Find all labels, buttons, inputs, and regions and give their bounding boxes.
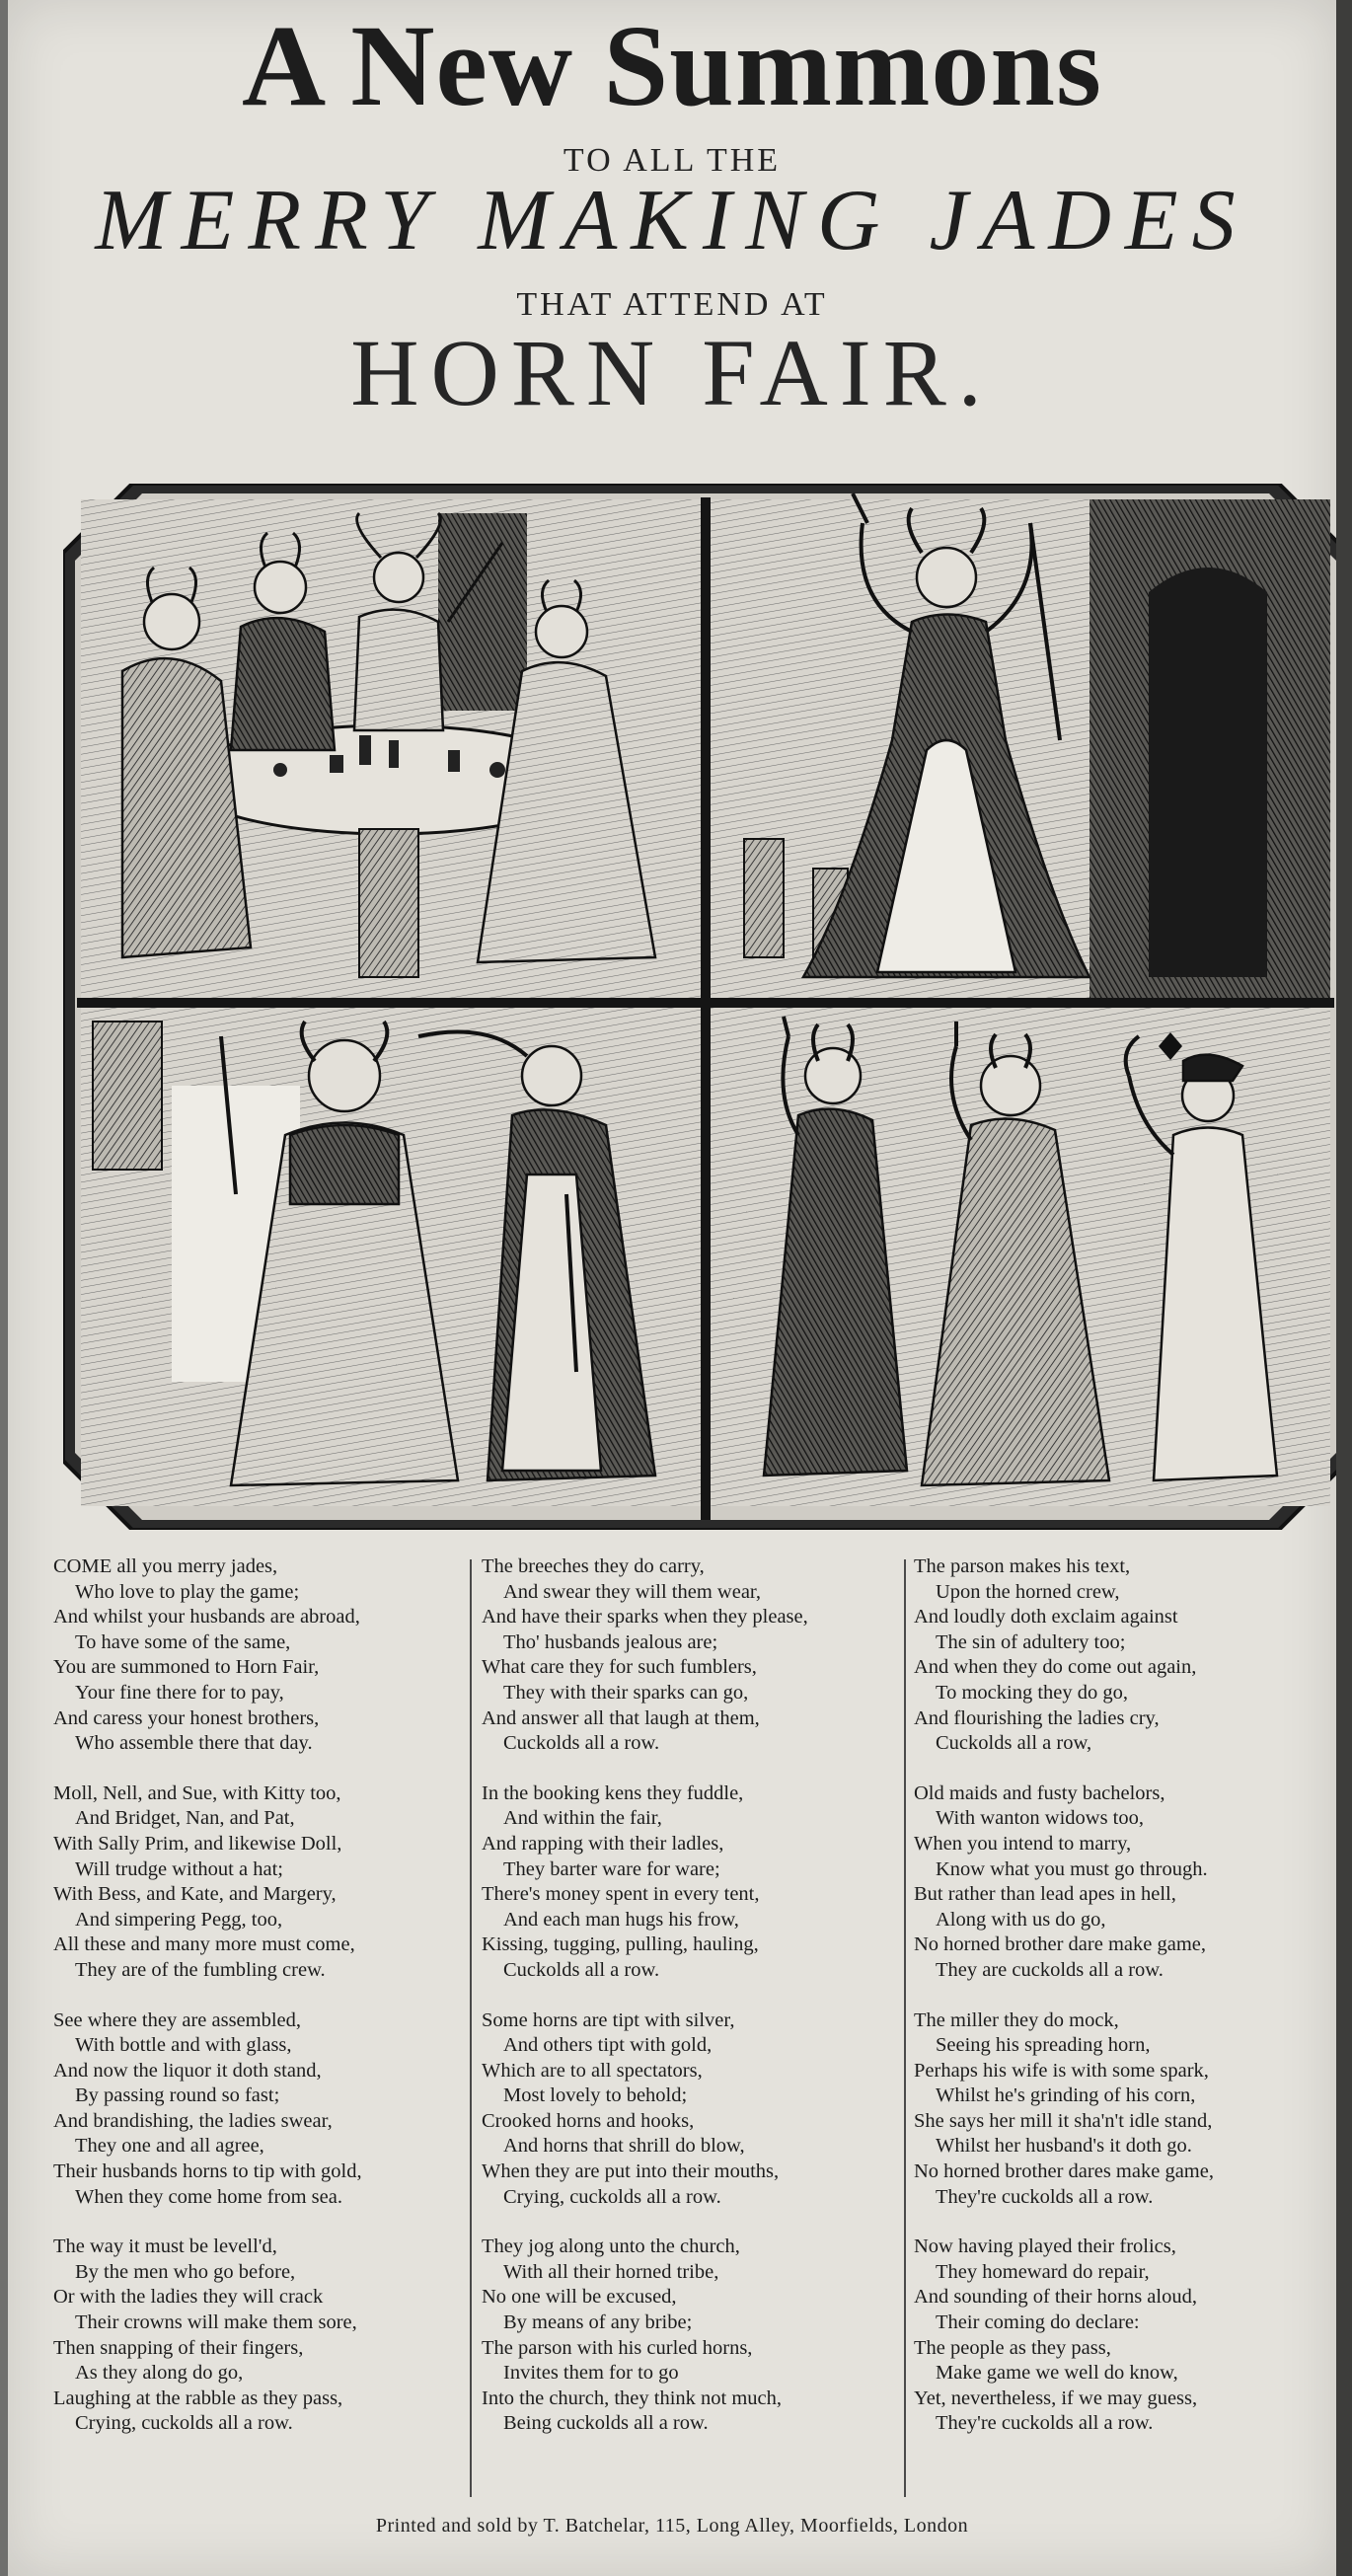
verse-line: The parson makes his text,: [914, 1555, 1131, 1577]
verse-line: Upon the horned crew,: [936, 1580, 1120, 1603]
verse-line: All these and many more must come,: [53, 1933, 355, 1956]
verse-line: To mocking they do go,: [936, 1681, 1129, 1704]
verse-line: Old maids and fusty bachelors,: [914, 1781, 1165, 1804]
panel-tavern-table: [81, 499, 701, 998]
verse-line: With bottle and with glass,: [75, 2034, 292, 2057]
column-rule-1: [470, 1559, 472, 2497]
verse-line: And simpering Pegg, too,: [75, 1908, 283, 1931]
verse-line: No horned brother dares make game,: [914, 2160, 1214, 2183]
verse-line: They jog along unto the church,: [482, 2235, 740, 2258]
verse-line: And loudly doth exclaim against: [914, 1606, 1178, 1629]
verse-line: Whilst her husband's it doth go.: [936, 2135, 1192, 2158]
stanza: [53, 2008, 458, 2211]
verse-line: Then snapping of their fingers,: [53, 2336, 304, 2359]
stanza: [482, 2008, 886, 2211]
title-horn-fair: HORN FAIR.: [350, 320, 994, 425]
panel-three-women: [711, 1008, 1330, 1506]
title-to-all-the: TO ALL THE: [563, 142, 782, 179]
verse-line: Most lovely to behold;: [503, 2084, 688, 2107]
verse-line: And each man hugs his frow,: [503, 1908, 739, 1931]
stanza: [53, 2235, 458, 2437]
verse-line: See where they are assembled,: [53, 2008, 302, 2031]
verse-line: They're cuckolds all a row.: [936, 2412, 1154, 2435]
scan-edge: [1336, 0, 1352, 2576]
verse-line: To have some of the same,: [75, 1630, 291, 1653]
verse-line: The sin of adultery too;: [936, 1630, 1126, 1653]
verse-line: And others tipt with gold,: [503, 2034, 713, 2057]
stanza: [914, 1554, 1318, 1757]
verse-line: They homeward do repair,: [936, 2260, 1150, 2283]
verse-line: As they along do go,: [75, 2362, 244, 2385]
verse-line: Along with us do go,: [936, 1908, 1106, 1931]
verse-line: They one and all agree,: [75, 2135, 264, 2158]
verse-column-1: [53, 1554, 458, 2462]
panel-two-women: [81, 1008, 701, 1506]
verse-line: With Bess, and Kate, and Margery,: [53, 1883, 337, 1906]
verse-line: You are summoned to Horn Fair,: [53, 1656, 320, 1679]
verse-line: And rapping with their ladles,: [482, 1832, 724, 1855]
verse-line: By the men who go before,: [75, 2260, 296, 2283]
verse-line: Now having played their frolics,: [914, 2235, 1176, 2258]
verse-line: They're cuckolds all a row.: [936, 2185, 1154, 2208]
verse-line: Know what you must go through.: [936, 1857, 1208, 1880]
verse-line: And flourishing the ladies cry,: [914, 1706, 1160, 1729]
verse-line: But rather than lead apes in hell,: [914, 1883, 1176, 1906]
verse-line: And within the fair,: [503, 1807, 662, 1830]
verse-line: They are of the fumbling crew.: [75, 1958, 326, 1981]
verse-line: Make game we well do know,: [936, 2362, 1178, 2385]
verse-line: Crooked horns and hooks,: [482, 2109, 695, 2132]
broadside-sheet: [8, 0, 1336, 2576]
verse-line: Whilst he's grinding of his corn,: [936, 2084, 1196, 2107]
verse-line: She says her mill it sha'n't idle stand,: [914, 2109, 1213, 2132]
verse-line: With wanton widows too,: [936, 1807, 1144, 1830]
verse-line: No one will be excused,: [482, 2286, 677, 2309]
verse-line: And swear they will them wear,: [503, 1580, 762, 1603]
verse-line: Seeing his spreading horn,: [936, 2034, 1151, 2057]
verse-column-2: [482, 1554, 886, 2462]
verse-line: Into the church, they think not much,: [482, 2387, 783, 2409]
verse-line: And horns that shrill do blow,: [503, 2135, 745, 2158]
verse-line: Will trudge without a hat;: [75, 1857, 283, 1880]
column-rule-2: [904, 1559, 906, 2497]
verse-line: What care they for such fumblers,: [482, 1656, 757, 1679]
verse-line: Some horns are tipt with silver,: [482, 2008, 735, 2031]
verse-line: Their crowns will make them sore,: [75, 2311, 357, 2334]
title-merry-making-jades: MERRY MAKING JADES: [95, 173, 1249, 268]
verse-line: By passing round so fast;: [75, 2084, 280, 2107]
title-that-attend-at: THAT ATTEND AT: [516, 286, 828, 323]
verse-line: Your fine there for to pay,: [75, 1681, 284, 1704]
verse-line: In the booking kens they fuddle,: [482, 1781, 744, 1804]
woodcut-illustration: [63, 484, 1336, 1530]
stanza: [482, 1554, 886, 1757]
verse-line: Invites them for to go: [503, 2362, 679, 2385]
verse-column-3: [914, 1554, 1318, 2462]
verse-line: And Bridget, Nan, and Pat,: [75, 1807, 295, 1830]
verse-line: COME all you merry jades,: [53, 1555, 278, 1577]
verse-line: The way it must be levell'd,: [53, 2235, 277, 2258]
verse-line: Or with the ladies they will crack: [53, 2286, 324, 2309]
verse-line: The parson with his curled horns,: [482, 2336, 753, 2359]
verse-line: Who love to play the game;: [75, 1580, 300, 1603]
verse-line: And now the liquor it doth stand,: [53, 2059, 322, 2082]
verse-line: By means of any bribe;: [503, 2311, 693, 2334]
verse-line: Crying, cuckolds all a row.: [503, 2185, 721, 2208]
verse-line: Being cuckolds all a row.: [503, 2412, 709, 2435]
verse-line: And have their sparks when they please,: [482, 1606, 808, 1629]
verse-line: With all their horned tribe,: [503, 2260, 719, 2283]
verse-line: When they are put into their mouths,: [482, 2160, 780, 2183]
verse-line: And when they do come out again,: [914, 1656, 1197, 1679]
printer-imprint: Printed and sold by T. Batchelar, 115, Long Alley, Moorfields, London: [375, 2515, 969, 2537]
verse-line: They with their sparks can go,: [503, 1681, 749, 1704]
verse-line: Tho' husbands jealous are;: [503, 1630, 718, 1653]
verse-line: Their coming do declare:: [936, 2311, 1140, 2334]
verse-line: The miller they do mock,: [914, 2008, 1119, 2031]
verse-line: And brandishing, the ladies swear,: [53, 2109, 333, 2132]
stanza: [53, 1554, 458, 1757]
verse-line: Cuckolds all a row.: [503, 1958, 660, 1981]
verse-line: They are cuckolds all a row.: [936, 1958, 1164, 1981]
verse-line: Which are to all spectators,: [482, 2059, 703, 2082]
verse-line: Kissing, tugging, pulling, hauling,: [482, 1933, 759, 1956]
verse-line: The breeches they do carry,: [482, 1555, 705, 1577]
verse-line: No horned brother dare make game,: [914, 1933, 1206, 1956]
verse-line: When you intend to marry,: [914, 1832, 1132, 1855]
verse-line: Perhaps his wife is with some spark,: [914, 2059, 1209, 2082]
verse-line: And sounding of their horns aloud,: [914, 2286, 1197, 2309]
verse-line: Their husbands horns to tip with gold,: [53, 2160, 362, 2183]
verse-line: They barter ware for ware;: [503, 1857, 720, 1880]
verse-line: Who assemble there that day.: [75, 1732, 313, 1755]
verse-line: Crying, cuckolds all a row.: [75, 2412, 293, 2435]
verse-line: Cuckolds all a row,: [936, 1732, 1092, 1755]
panel-standing-woman: [711, 493, 1330, 998]
stanza: [914, 1781, 1318, 1984]
verse-line: The people as they pass,: [914, 2336, 1111, 2359]
verse-line: And answer all that laugh at them,: [482, 1706, 760, 1729]
verse-line: Laughing at the rabble as they pass,: [53, 2387, 343, 2409]
stanza: [482, 2235, 886, 2437]
verse-line: Moll, Nell, and Sue, with Kitty too,: [53, 1781, 341, 1804]
verse-line: There's money spent in every tent,: [482, 1883, 760, 1906]
stanza: [482, 1781, 886, 1984]
stanza: [914, 2008, 1318, 2211]
title-a-new-summons: A New Summons: [242, 1, 1102, 130]
stanza: [53, 1781, 458, 1984]
stanza: [914, 2235, 1318, 2437]
verse-line: With Sally Prim, and likewise Doll,: [53, 1832, 342, 1855]
verse-line: And whilst your husbands are abroad,: [53, 1606, 360, 1629]
verse-line: Yet, nevertheless, if we may guess,: [914, 2387, 1198, 2409]
verse-line: Cuckolds all a row.: [503, 1732, 660, 1755]
verse-line: And caress your honest brothers,: [53, 1706, 320, 1729]
verse-line: When they come home from sea.: [75, 2185, 342, 2208]
